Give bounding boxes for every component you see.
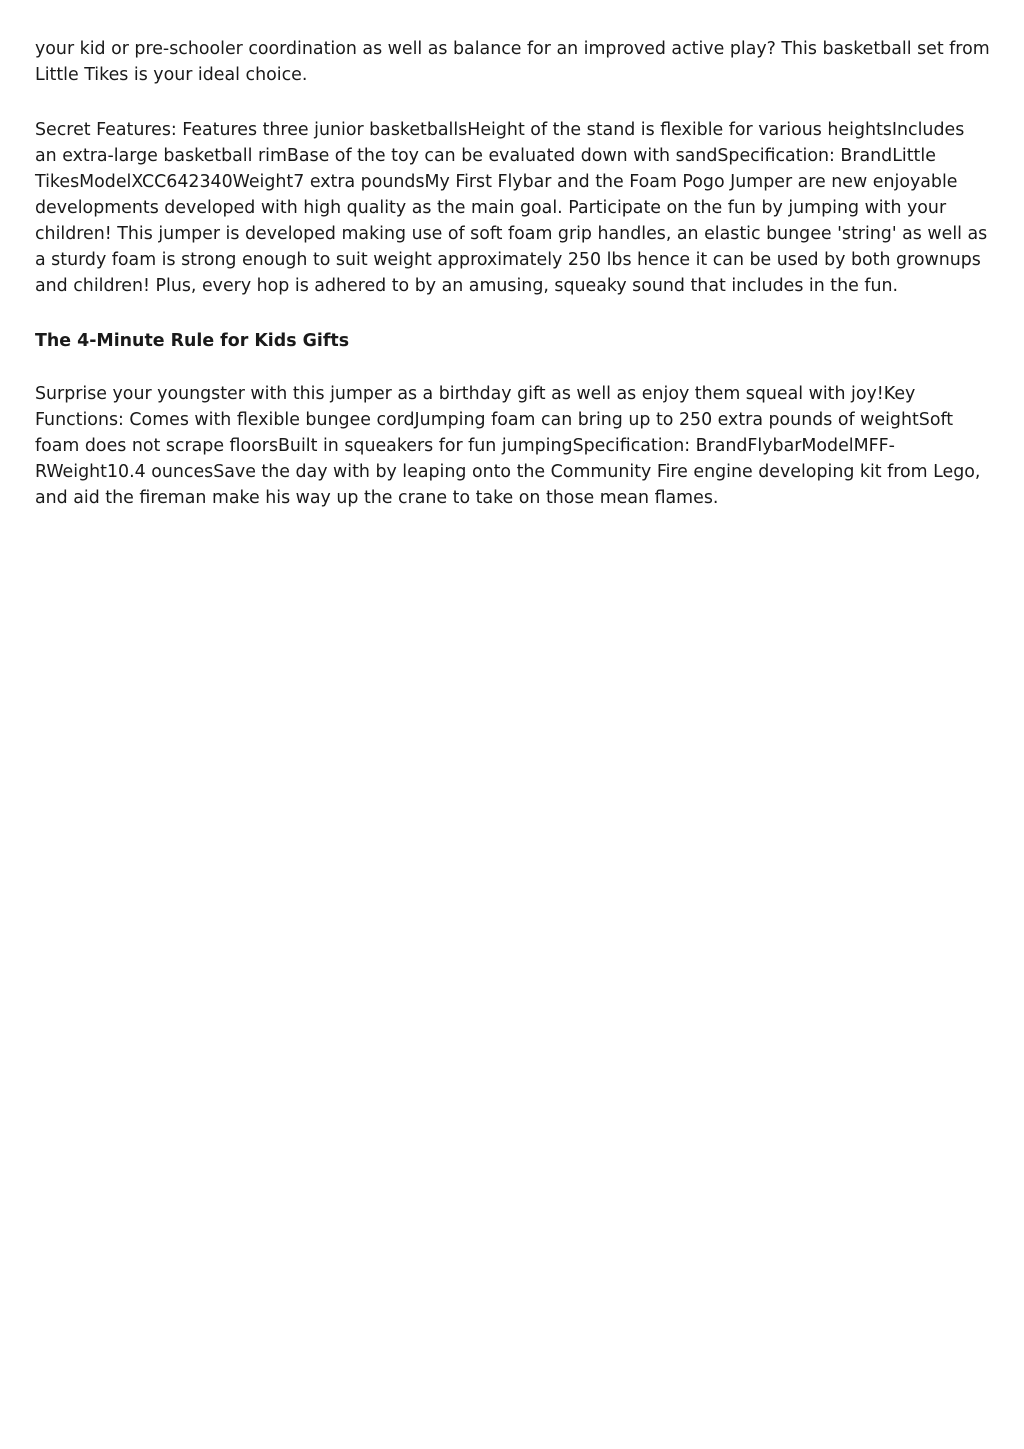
body-paragraph: Secret Features: Features three junior basketballsHeight of the stand is flexible for various heightsIncludes an extra-large basketball rimBase of the toy can be evaluated down with sandSpecification: BrandLittle TikesModelXCC642340Weight7 extra poundsMy First Flybar and the Foam Pogo Jumper are new enjoyable developments developed with high quality as the main goal. Participate on the fun by jumping with your children! This jumper is developed making use of soft foam grip handles, an elastic bungee 'string' as well as a sturdy foam is strong enough to suit weight approximately 250 lbs hence it can be used by both grownups and children! Plus, every hop is adhered to by an amusing, squeaky sound that includes in the fun. <box>35 120 988 296</box>
document-page <box>35 36 990 540</box>
body-paragraph: Surprise your youngster with this jumper as a birthday gift as well as enjoy them squeal with joy!Key Functions: Comes with flexible bungee cordJumping foam can bring up to 250 extra pounds of weightSoft foam does not scrape floorsBuilt in squeakers for fun jumpingSpecification: BrandFlybarModelMFF-RWeight10.4 ouncesSave the day with by leaping onto the Community Fire engine developing kit from Lego, and aid the fireman make his way up the crane to take on those mean flames. <box>35 384 981 508</box>
section-heading: The 4-Minute Rule for Kids Gifts <box>35 331 350 351</box>
body-paragraph: your kid or pre-schooler coordination as well as balance for an improved active play? This basketball set from Little Tikes is your ideal choice. <box>35 39 990 85</box>
